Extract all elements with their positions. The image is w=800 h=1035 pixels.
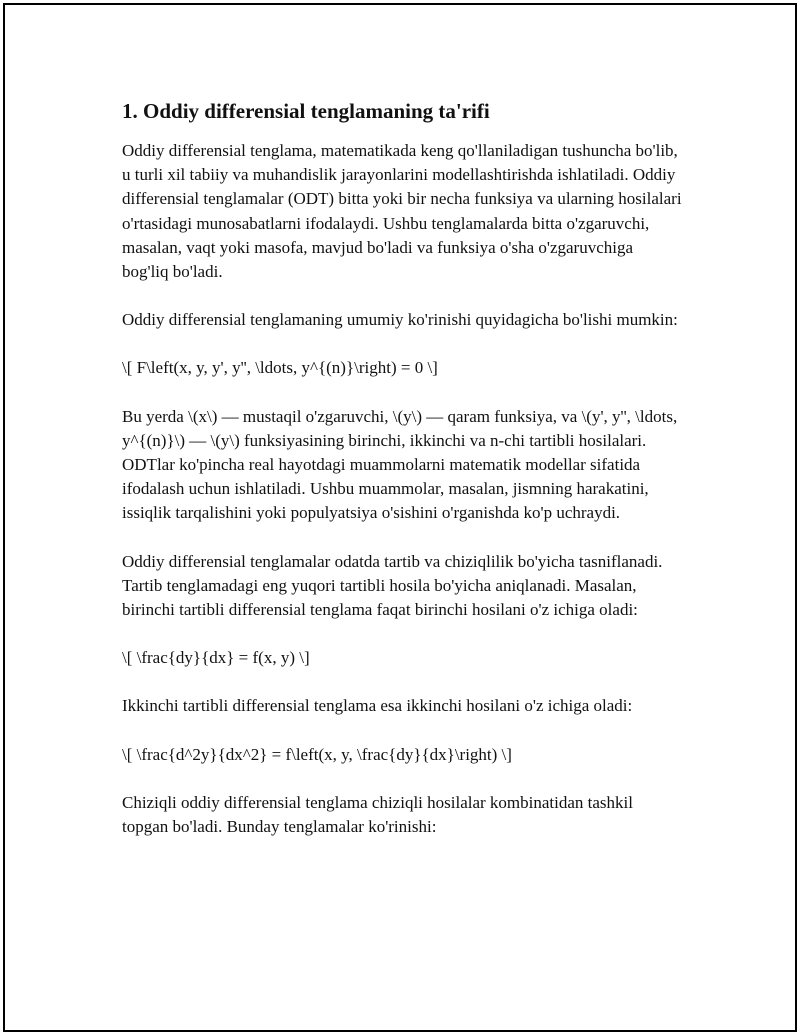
paragraph-variables-explanation: Bu yerda \(x\) — mustaqil o'zgaruvchi, \(y\) — qaram funksiya, va \(y', y'', \ldots, y^{(n)}\) — \(y\) funksiyasining birinchi, ikkinchi va n-chi tartibli hosilalari. ODTlar ko'pincha real hayotdagi muammolarni matematik modellar sifatida ifodalash uchun ishlatiladi. Ushbu muammolar, masalan, jismning harakatini, issiqlik tarqalishini yoki populyatsiya o'sishini o'rganishda ko'p uchraydi. <box>122 406 678 523</box>
paragraph-classification: Oddiy differensial tenglamalar odatda tartib va chiziqlilik bo'yicha tasniflanadi. Tartib tenglamadagi eng yuqori tartibli hosila bo'yicha aniqlanadi. Masalan, birinchi tartibli differensial tenglama faqat birinchi hosilani o'z ichiga oladi: <box>122 551 663 620</box>
paragraph-definition: Oddiy differensial tenglama, matematikada keng qo'llaniladigan tushuncha bo'lib, u turli xil tabiiy va muhandislik jarayonlarini modellashtirishda ishlatiladi. Oddiy differensial tenglamalar (ODT) bitta yoki bir necha funksiya va ularning hosilalari o'rtasidagi munosabatlarni ifodalaydi. Ushbu tenglamalarda bitta o'zgaruvchi, masalan, vaqt yoki masofa, mavjud bo'ladi va funksiya o'sha o'zgaruvchiga bog'liq bo'ladi. <box>122 141 682 282</box>
paragraph-second-order-intro: Ikkinchi tartibli differensial tenglama esa ikkinchi hosilani o'z ichiga oladi: <box>122 696 633 716</box>
section-heading: 1. Oddiy differensial tenglamaning ta'rifi <box>122 99 490 123</box>
paragraph-linear-ode: Chiziqli oddiy differensial tenglama chiziqli hosilalar kombinatidan tashkil topgan bo'ladi. Bunday tenglamalar ko'rinishi: <box>122 792 633 837</box>
equation-first-order: \[ \frac{dy}{dx} = f(x, y) \] <box>122 648 310 668</box>
equation-second-order: \[ \frac{d^2y}{dx^2} = f\left(x, y, \frac{dy}{dx}\right) \] <box>122 744 512 764</box>
page-frame <box>3 3 797 1032</box>
paragraph-general-form-intro: Oddiy differensial tenglamaning umumiy ko'rinishi quyidagicha bo'lishi mumkin: <box>122 310 678 330</box>
document-body <box>122 93 682 863</box>
equation-general-form: \[ F\left(x, y, y', y'', \ldots, y^{(n)}\right) = 0 \] <box>122 358 438 378</box>
